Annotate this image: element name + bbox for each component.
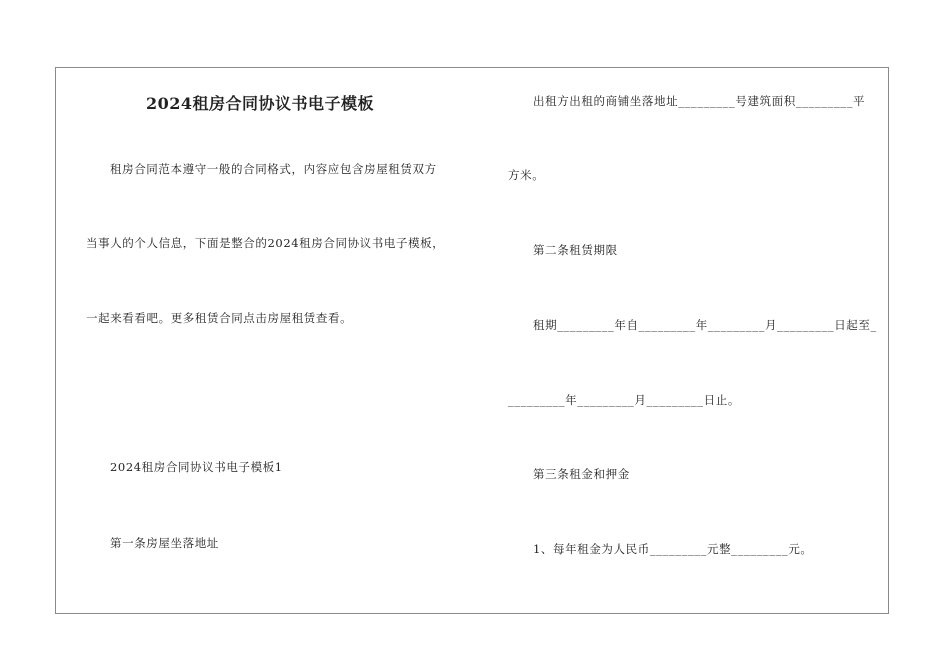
article3-heading: 第三条租金和押金 — [533, 467, 630, 481]
document-title: 2024租房合同协议书电子模板 — [146, 94, 375, 113]
intro-paragraph-line-1: 租房合同范本遵守一般的合同格式，内容应包含房屋租赁双方 — [110, 162, 437, 176]
article1-text-line-2: 方米。 — [508, 168, 545, 182]
article2-heading: 第二条租赁期限 — [533, 243, 618, 257]
template-subtitle: 2024租房合同协议书电子模板1 — [110, 460, 283, 474]
intro-paragraph-line-3: 一起来看看吧。更多租赁合同点击房屋租赁查看。 — [86, 311, 353, 325]
page-frame — [55, 67, 889, 614]
intro-paragraph-line-2: 当事人的个人信息，下面是整合的2024租房合同协议书电子模板， — [86, 236, 445, 250]
article3-item-1: 1、每年租金为人民币_________元整_________元。 — [533, 542, 813, 556]
article2-text-line-2: _________年_________月_________日止。 — [508, 393, 740, 407]
article1-heading: 第一条房屋坐落地址 — [110, 536, 219, 550]
article2-text-line-1: 租期_________年自_________年_________月_________日起至_ — [533, 318, 877, 332]
article1-text-line-1: 出租方出租的商铺坐落地址_________号建筑面积_________平 — [533, 94, 866, 108]
